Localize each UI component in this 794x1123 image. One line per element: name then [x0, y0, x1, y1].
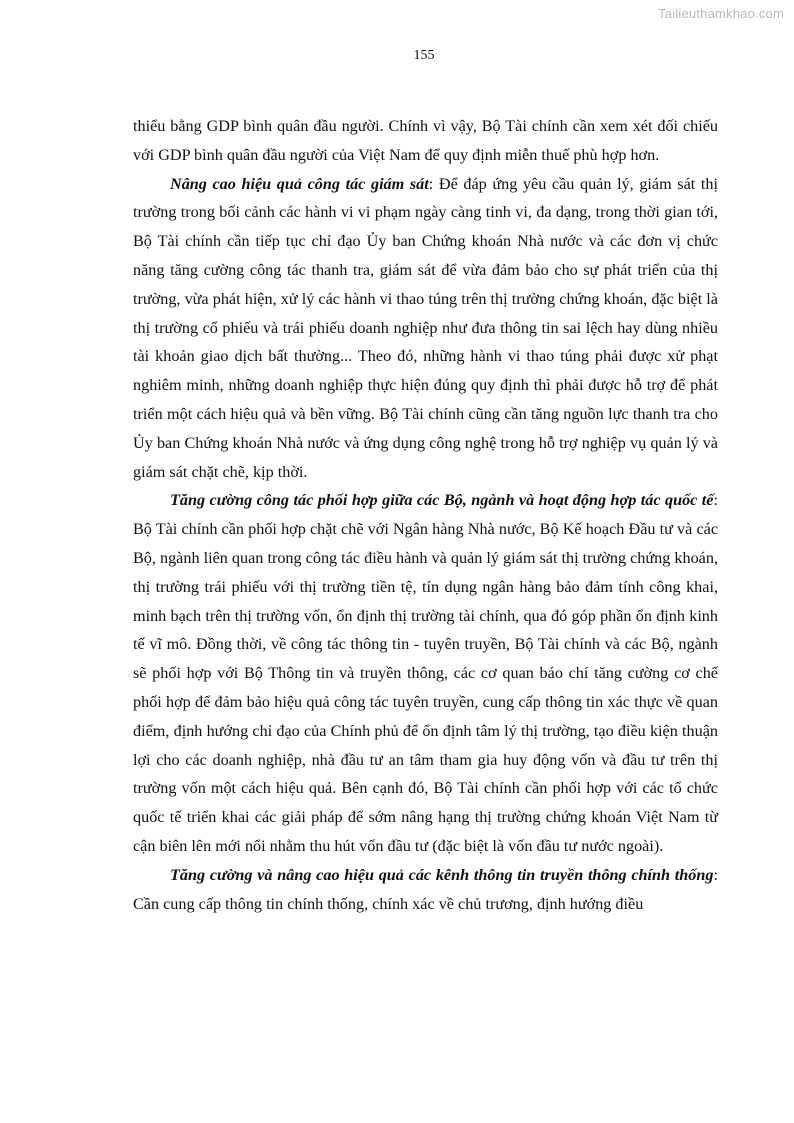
paragraph-coordination: [133, 486, 718, 860]
paragraph-heading: Tăng cường công tác phối hợp giữa các Bộ, ngành và hoạt động hợp tác quốc tế: [170, 491, 714, 510]
paragraph-supervision: [133, 170, 718, 487]
paragraph-heading: Nâng cao hiệu quả công tác giám sát: [170, 174, 429, 193]
paragraph-intro: [133, 112, 718, 170]
paragraph-text: : Bộ Tài chính cần phối hợp chặt chẽ với Ngân hàng Nhà nước, Bộ Kế hoạch Đầu tư và các Bộ, ngành liên quan trong công tác điều hành và quản lý giám sát thị trường chứng khoán, thị trường trái phiếu với thị trường tiền tệ, tín dụng ngân hàng bảo đảm tính công khai, minh bạch trên thị trường vốn, ổn định thị trường tài chính, qua đó góp phần ổn định kinh tế vĩ mô. Đồng thời, về công tác thông tin - tuyên truyền, Bộ Tài chính và các Bộ, ngành sẽ phối hợp với Bộ Thông tin và truyền thông, các cơ quan báo chí tăng cường cơ chế phối hợp để đảm bảo hiệu quả công tác tuyên truyền, cung cấp thông tin xác thực về quan điểm, định hướng chỉ đạo của Chính phủ để ổn định tâm lý thị trường, tạo điều kiện thuận lợi cho các doanh nghiệp, nhà đầu tư an tâm tham gia huy động vốn và đầu tư trên thị trường vốn một cách hiệu quả. Bên cạnh đó, Bộ Tài chính cần phối hợp với các tổ chức quốc tế triển khai các giải pháp để sớm nâng hạng thị trường chứng khoán Việt Nam từ cận biên lên mới nổi nhằm thu hút vốn đầu tư (đặc biệt là vốn đầu tư nước ngoài).: [133, 491, 718, 855]
paragraph-text: : Để đáp ứng yêu cầu quản lý, giám sát thị trường trong bối cảnh các hành vi vi phạm ngày càng tinh vi, đa dạng, trong thời gian tới, Bộ Tài chính cần tiếp tục chỉ đạo Ủy ban Chứng khoán Nhà nước và các đơn vị chức năng tăng cường công tác thanh tra, giám sát để vừa đảm bảo cho sự phát triển của thị trường, vừa phát hiện, xử lý các hành vi thao túng trên thị trường chứng khoán, đặc biệt là thị trường cổ phiếu và trái phiếu doanh nghiệp như đưa thông tin sai lệch hay dùng nhiều tài khoản giao dịch bất thường... Theo đó, những hành vi thao túng phải được xử phạt nghiêm minh, những doanh nghiệp thực hiện đúng quy định thì phải được hỗ trợ để phát triển một cách hiệu quả và bền vững. Bộ Tài chính cũng cần tăng nguồn lực thanh tra cho Ủy ban Chứng khoán Nhà nước và ứng dụng công nghệ trong hỗ trợ nghiệp vụ quản lý và giám sát chặt chẽ, kịp thời.: [133, 174, 718, 481]
paragraph-heading: Tăng cường và nâng cao hiệu quả các kênh thông tin truyền thông chính thống: [170, 865, 714, 884]
paragraph-text: : Cần cung cấp thông tin chính thống, chính xác về chủ trương, định hướng điều: [133, 865, 718, 913]
watermark: Tailieuthamkhao.com: [658, 6, 784, 21]
paragraph-communication: [133, 861, 718, 919]
paragraph-text: thiểu bằng GDP bình quân đầu người. Chính vì vậy, Bộ Tài chính cần xem xét đối chiếu với GDP bình quân đầu người của Việt Nam để quy định miễn thuế phù hợp hơn.: [133, 117, 718, 164]
page-number: 155: [413, 48, 435, 63]
document-body: [133, 112, 718, 918]
